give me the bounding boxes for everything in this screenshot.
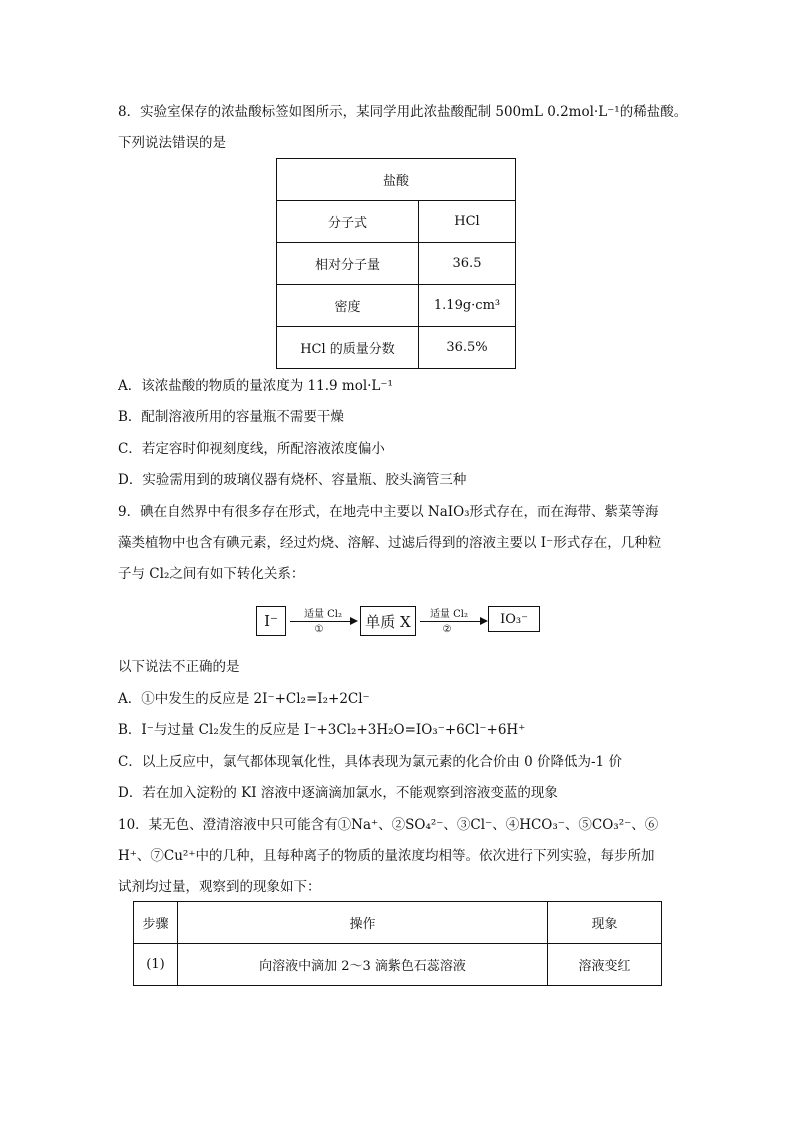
label-key: 密度 [277, 285, 419, 327]
label-value: 36.5 [419, 243, 516, 285]
q9-option-c: C．以上反应中，氯气都体现氧化性，具体表现为氯元素的化合价由 0 价降低为-1 价 [118, 754, 622, 770]
q8-option-b: B．配制溶液所用的容量瓶不需要干燥 [118, 409, 344, 425]
hcl-label-table [276, 158, 516, 369]
label-key: HCl 的质量分数 [277, 327, 419, 369]
arrow1-shaft [290, 621, 350, 622]
q10-line1: 10．某无色、澄清溶液中只可能含有①Na⁺、②SO₄²⁻、③Cl⁻、④HCO₃⁻、⑤CO₃²⁻、⑥ [118, 817, 659, 833]
q10-line2: H⁺、⑦Cu²⁺中的几种，且每种离子的物质的量浓度均相等。依次进行下列实验，每步所加 [118, 848, 655, 864]
q8-option-c: C．若定容时仰视刻度线，所配溶液浓度偏小 [118, 441, 385, 457]
q8-line1: 8．实验室保存的浓盐酸标签如图所示，某同学用此浓盐酸配制 500mL 0.2mol·L⁻¹的稀盐酸。 [118, 104, 688, 120]
header-phenomenon: 现象 [548, 902, 662, 944]
cell-phenomenon: 溶液变红 [548, 944, 662, 986]
q9-option-b: B．I⁻与过量 Cl₂发生的反应是 I⁻+3Cl₂+3H₂O=IO₃⁻+6Cl⁻+6H⁺ [118, 722, 526, 738]
q9-line2: 藻类植物中也含有碘元素，经过灼烧、溶解、过滤后得到的溶液主要以 I⁻形式存在，几种粒 [118, 535, 662, 551]
label-value: 1.19g·cm³ [419, 285, 516, 327]
q8-option-d: D．实验需用到的玻璃仪器有烧杯、容量瓶、胶头滴管三种 [118, 472, 467, 488]
table-header-row [134, 902, 662, 944]
diagram-box-iodide: I⁻ [256, 606, 286, 636]
arrow2-bottom-label: ② [442, 624, 452, 635]
q9-option-d: D．若在加入淀粉的 KI 溶液中逐滴滴加氯水，不能观察到溶液变蓝的现象 [118, 785, 558, 801]
arrow1-top-label: 适量 Cl₂ [303, 609, 343, 620]
q9-prompt: 以下说法不正确的是 [118, 659, 240, 675]
experiment-table [133, 901, 662, 986]
diagram-box-element-x: 单质 X [360, 606, 416, 636]
header-step: 步骤 [134, 902, 178, 944]
diagram-box-iodate: IO₃⁻ [488, 606, 540, 632]
q8-line2: 下列说法错误的是 [118, 135, 226, 151]
label-key: 分子式 [277, 201, 419, 243]
q10-line3: 试剂均过量，观察到的现象如下： [118, 879, 321, 895]
header-operation: 操作 [178, 902, 548, 944]
q9-line1: 9．碘在自然界中有很多存在形式，在地壳中主要以 NaIO₃形式存在，而在海带、紫菜等海 [118, 504, 659, 520]
arrow1-bottom-label: ① [314, 624, 324, 635]
q8-option-a: A．该浓盐酸的物质的量浓度为 11.9 mol·L⁻¹ [118, 378, 393, 394]
cell-step: (1) [134, 944, 178, 986]
table-row [134, 944, 662, 986]
q9-line3: 子与 Cl₂之间有如下转化关系： [118, 566, 305, 582]
arrow2-shaft [420, 621, 480, 622]
label-header: 盐酸 [277, 159, 516, 201]
label-value: HCl [419, 201, 516, 243]
arrow2-top-label: 适量 Cl₂ [429, 609, 469, 620]
cell-operation: 向溶液中滴加 2～3 滴紫色石蕊溶液 [178, 944, 548, 986]
label-value: 36.5% [419, 327, 516, 369]
label-key: 相对分子量 [277, 243, 419, 285]
q9-option-a: A．①中发生的反应是 2I⁻+Cl₂=I₂+2Cl⁻ [118, 691, 370, 707]
